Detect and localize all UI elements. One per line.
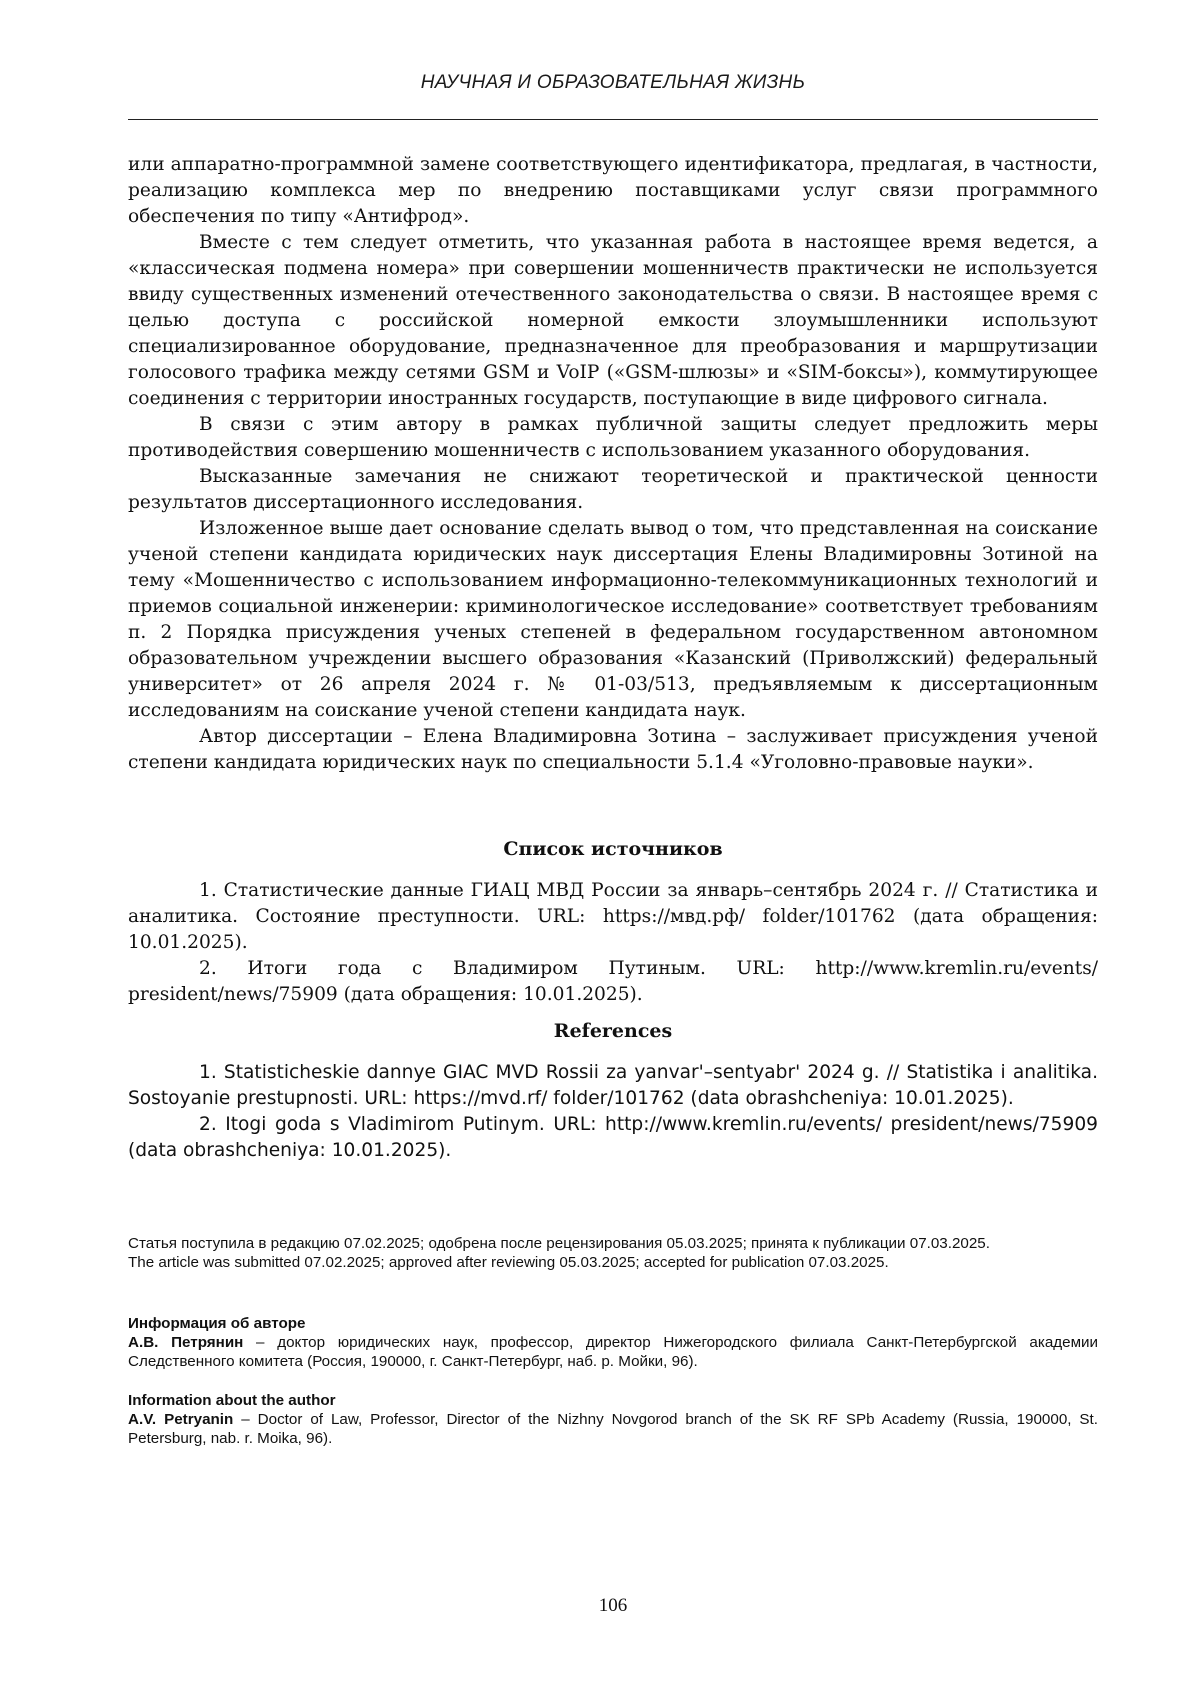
author-info-en [128,1391,1098,1448]
running-head: НАУЧНАЯ И ОБРАЗОВАТЕЛЬНАЯ ЖИЗНЬ [420,72,806,93]
source-item-1: 1. Статистические данные ГИАЦ МВД России за январь–сентябрь 2024 г. // Статистика и аналитика. Состояние преступности. URL: https://мвд.рф/ folder/101762 (дата обращения: 10.01.2025). [128,880,1098,953]
references-list [128,1060,1098,1164]
article-body [128,152,1098,776]
references-title: References [553,1020,673,1042]
reference-item-1: 1. Statisticheskie dannye GIAC MVD Rossii za yanvar'–sentyabr' 2024 g. // Statistika i analitika. Sostoyanie prestupnosti. URL: https://mvd.rf/ folder/101762 (data obrashcheniya: 10.01.2025). [128,1062,1098,1109]
submission-en: The article was submitted 07.02.2025; approved after reviewing 05.03.2025; accepted for publication 07.03.2025. [128,1254,889,1271]
header-rule [128,119,1098,120]
submission-info [128,1234,1098,1272]
reference-item-2: 2. Itogi goda s Vladimirom Putinym. URL: http://www.kremlin.ru/events/ president/news/75909 (data obrashcheniya: 10.01.2025). [128,1114,1098,1161]
sources-title: Список источников [503,838,723,860]
paragraph-4: Высказанные замечания не снижают теоретической и практической ценности результатов диссертационного исследования. [128,466,1098,513]
source-item-2: 2. Итоги года с Владимиром Путиным. URL: http://www.kremlin.ru/events/ president/news/75909 (дата обращения: 10.01.2025). [128,958,1098,1005]
author-description-ru: – доктор юридических наук, профессор, директор Нижегородского филиала Санкт-Петербургской академии Следственного комитета (Россия, 190000, г. Санкт-Петербург, наб. р. Мойки, 96). [128,1334,1098,1370]
submission-ru: Статья поступила в редакцию 07.02.2025; одобрена после рецензирования 05.03.2025; принята к публикации 07.03.2025. [128,1235,990,1252]
author-info-en-label: Information about the author [128,1392,336,1409]
sources-list [128,878,1098,1008]
paragraph-1: или аппаратно-программной замене соответствующего идентификатора, предлагая, в частности, реализацию комплекса мер по внедрению поставщиками услуг связи программного обеспечения по типу «Антифрод». [128,154,1098,227]
author-info-ru [128,1314,1098,1371]
author-name-en: A.V. Petryanin [128,1411,234,1428]
paragraph-5: Изложенное выше дает основание сделать вывод о том, что представленная на соискание ученой степени кандидата юридических наук диссертация Елены Владимировны Зотиной на тему «Мошенничество с использованием информационно-телекоммуникационных технологий и приемов социальной инженерии: криминологическое исследование» соответствует требованиям п. 2 Порядка присуждения ученых степеней в федеральном государственном автономном образовательном учреждении высшего образования «Казанский (Приволжский) федеральный университет» от 26 апреля 2024 г. № 01-03/513, предъявляемым к диссертационным исследованиям на соискание ученой степени кандидата наук. [128,518,1098,721]
paragraph-3: В связи с этим автору в рамках публичной защиты следует предложить меры противодействия совершению мошенничеств с использованием указанного оборудования. [128,414,1098,461]
page-number: 106 [598,1595,628,1616]
author-name-ru: А.В. Петрянин [128,1334,244,1351]
author-description-en: – Doctor of Law, Professor, Director of the Nizhny Novgorod branch of the SK RF SPb Academy (Russia, 190000, St. Petersburg, nab. r. Moika, 96). [128,1411,1098,1447]
author-info-ru-label: Информация об авторе [128,1315,306,1332]
paragraph-6: Автор диссертации – Елена Владимировна Зотина – заслуживает присуждения ученой степени кандидата юридических наук по специальности 5.1.4 «Уголовно-правовые науки». [128,726,1098,773]
paragraph-2: Вместе с тем следует отметить, что указанная работа в настоящее время ведется, а «классическая подмена номера» при совершении мошенничеств практически не используется ввиду существенных изменений отечественного законодательства о связи. В настоящее время с целью доступа с российской номерной емкости злоумышленники используют специализированное оборудование, предназначенное для преобразования и маршрутизации голосового трафика между сетями GSM и VoIP («GSM-шлюзы» и «SIM-боксы»), коммутирующее соединения с территории иностранных государств, поступающие в виде цифрового сигнала. [128,232,1098,409]
